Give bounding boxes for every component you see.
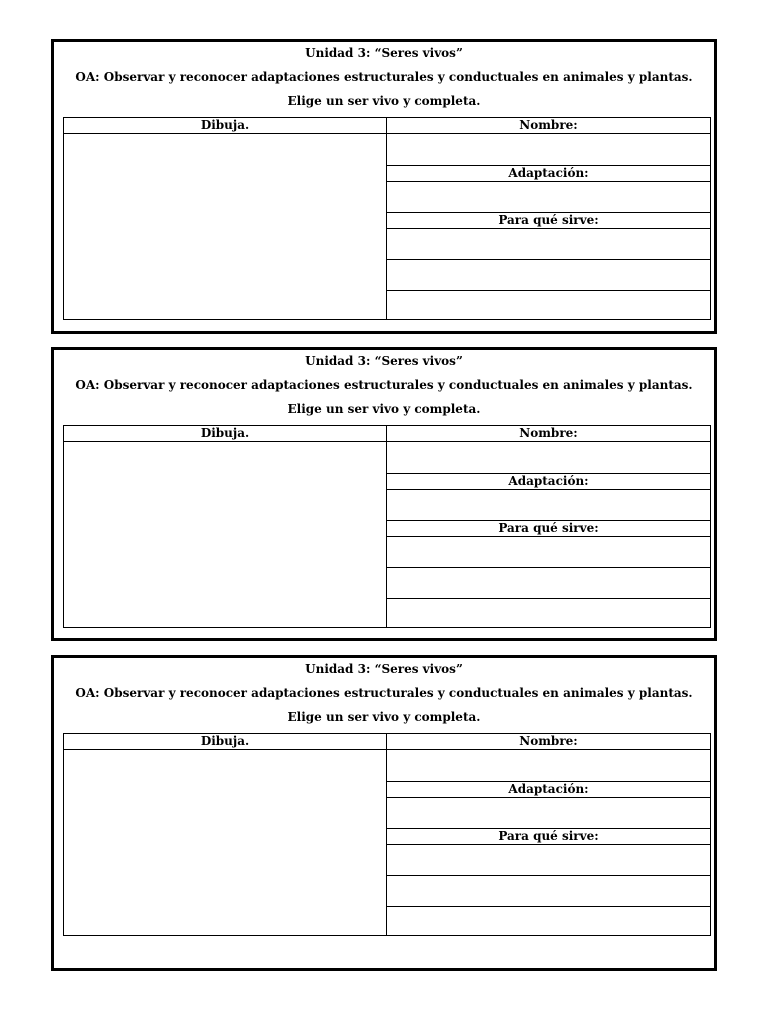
- objective-text: OA: Observar y reconocer adaptaciones estructurales y conductuales en animales y plantas.: [75, 70, 693, 84]
- draw-header: Dibuja.: [200, 734, 250, 748]
- adaptation-header: Adaptación:: [508, 474, 589, 488]
- purpose-answer-line-1[interactable]: [387, 537, 710, 567]
- adaptation-answer-field[interactable]: [387, 182, 710, 212]
- purpose-answer-line-2[interactable]: [387, 260, 710, 290]
- worksheet-card-1: [51, 39, 717, 334]
- objective-text: OA: Observar y reconocer adaptaciones estructurales y conductuales en animales y plantas.: [75, 686, 693, 700]
- name-header: Nombre:: [519, 118, 578, 132]
- draw-header: Dibuja.: [200, 118, 250, 132]
- instruction-text: Elige un ser vivo y completa.: [287, 402, 481, 416]
- purpose-answer-line-2[interactable]: [387, 876, 710, 906]
- purpose-header: Para qué sirve:: [498, 213, 599, 227]
- activity-table: [63, 733, 711, 936]
- adaptation-header: Adaptación:: [508, 782, 589, 796]
- name-answer-field[interactable]: [387, 134, 710, 165]
- unit-title: Unidad 3: “Seres vivos”: [305, 354, 463, 368]
- name-header: Nombre:: [519, 734, 578, 748]
- instruction-text: Elige un ser vivo y completa.: [287, 710, 481, 724]
- purpose-answer-line-1[interactable]: [387, 845, 710, 875]
- drawing-area[interactable]: [64, 750, 386, 935]
- purpose-answer-line-3[interactable]: [387, 291, 710, 319]
- unit-title: Unidad 3: “Seres vivos”: [305, 662, 463, 676]
- draw-header: Dibuja.: [200, 426, 250, 440]
- purpose-answer-line-3[interactable]: [387, 907, 710, 935]
- unit-title: Unidad 3: “Seres vivos”: [305, 46, 463, 60]
- adaptation-answer-field[interactable]: [387, 490, 710, 520]
- purpose-answer-line-3[interactable]: [387, 599, 710, 627]
- purpose-answer-line-2[interactable]: [387, 568, 710, 598]
- drawing-area[interactable]: [64, 442, 386, 627]
- worksheet-card-2: [51, 347, 717, 641]
- activity-table: [63, 117, 711, 320]
- worksheet-card-3: [51, 655, 717, 971]
- purpose-answer-line-1[interactable]: [387, 229, 710, 259]
- name-answer-field[interactable]: [387, 750, 710, 781]
- purpose-header: Para qué sirve:: [498, 829, 599, 843]
- adaptation-answer-field[interactable]: [387, 798, 710, 828]
- drawing-area[interactable]: [64, 134, 386, 319]
- name-header: Nombre:: [519, 426, 578, 440]
- adaptation-header: Adaptación:: [508, 166, 589, 180]
- activity-table: [63, 425, 711, 628]
- purpose-header: Para qué sirve:: [498, 521, 599, 535]
- objective-text: OA: Observar y reconocer adaptaciones estructurales y conductuales en animales y plantas.: [75, 378, 693, 392]
- name-answer-field[interactable]: [387, 442, 710, 473]
- instruction-text: Elige un ser vivo y completa.: [287, 94, 481, 108]
